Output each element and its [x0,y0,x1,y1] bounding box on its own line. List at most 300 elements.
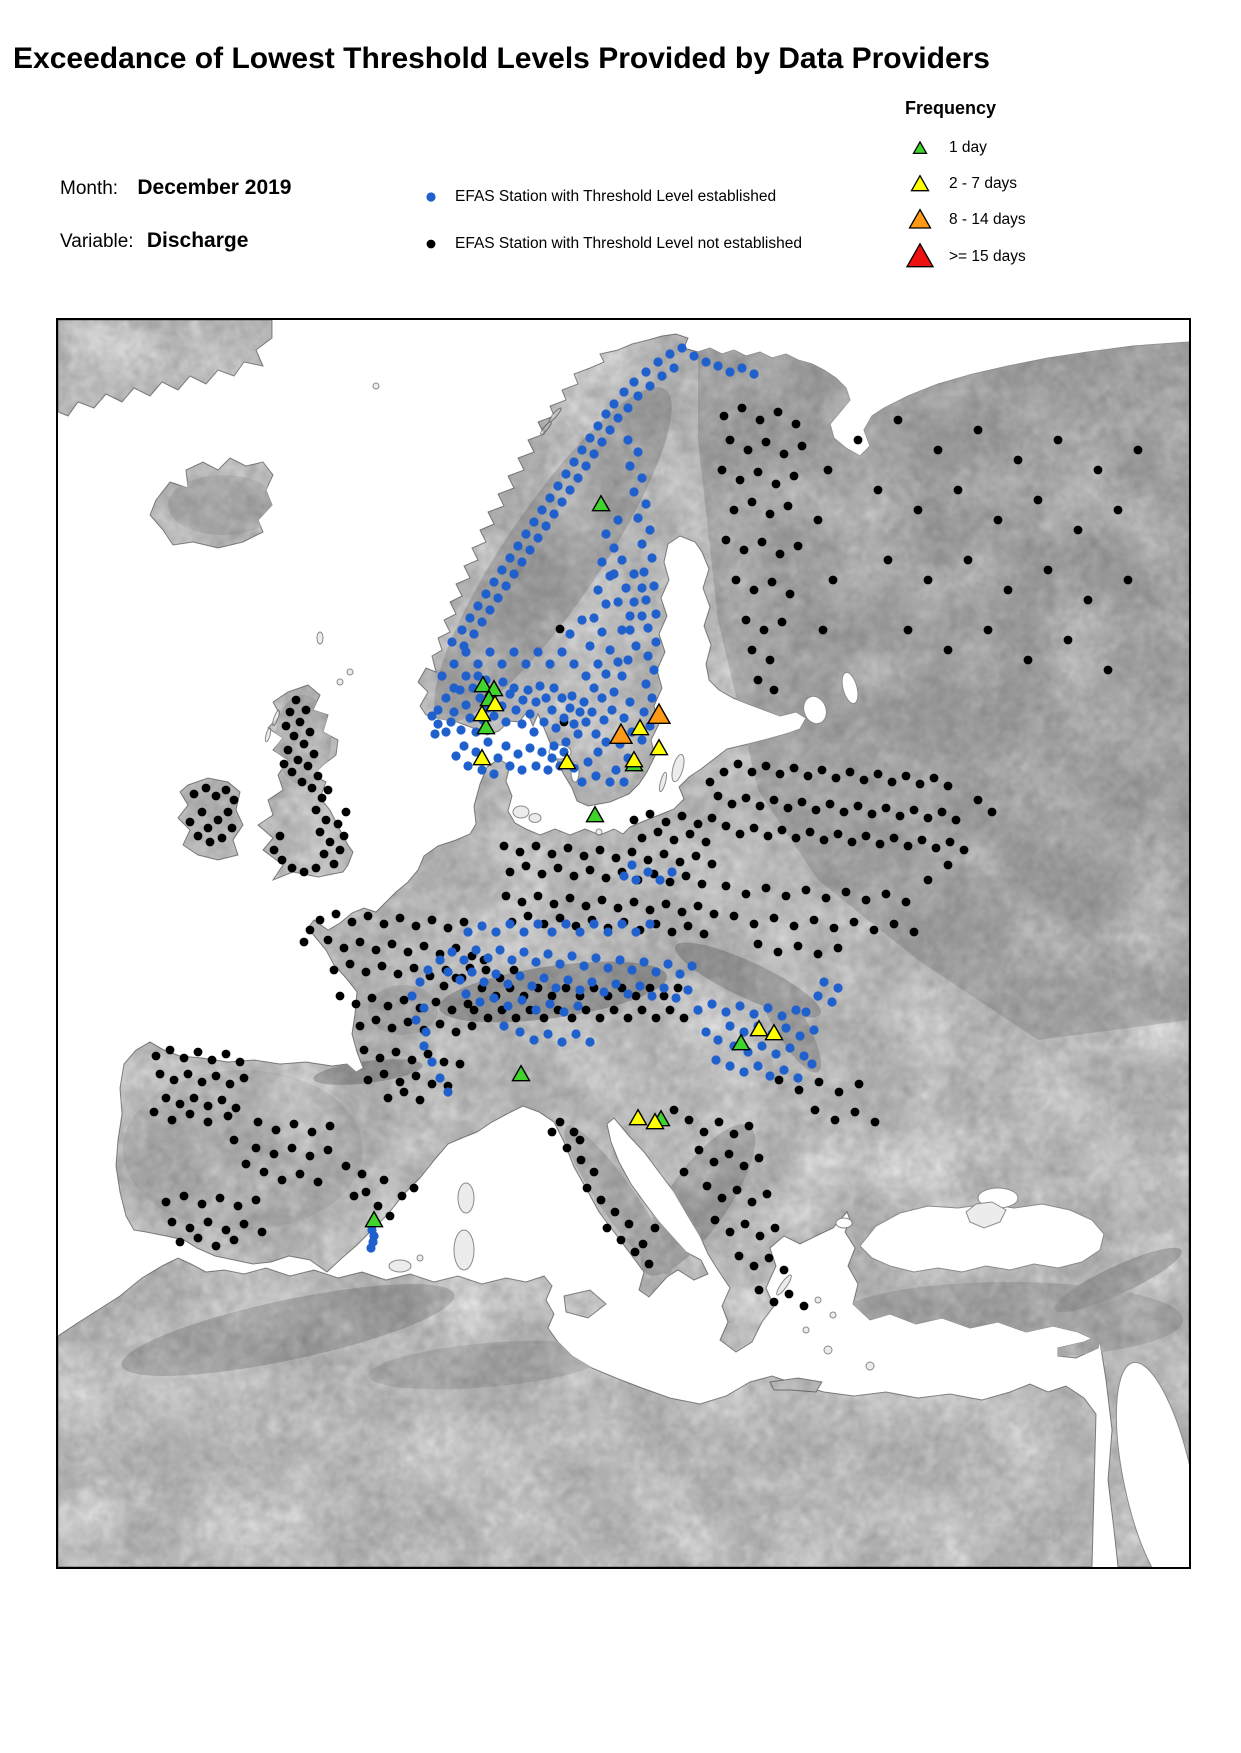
station-legend-row-established [424,188,776,206]
established-station-dot [565,629,574,638]
established-station-dot [721,1007,730,1016]
established-station-dot [477,617,486,626]
established-station-dot [437,671,446,680]
not-established-station-dot [742,890,751,899]
established-station-dot [601,599,610,608]
not-established-station-dot [741,1220,750,1229]
established-station-dot [415,977,424,986]
not-established-station-dot [294,756,303,765]
established-station-dot [725,1061,734,1070]
frequency-legend-row-15days [903,242,1026,272]
not-established-station-dot [278,856,287,865]
established-station-dot [813,991,822,1000]
not-established-station-dot [318,794,327,803]
not-established-station-dot [198,1078,207,1087]
established-station-dot [461,700,470,709]
established-station-dot [621,583,630,592]
established-station-dot [419,1041,428,1050]
not-established-station-dot [686,830,695,839]
established-station-dot [513,749,522,758]
established-station-dot [535,681,544,690]
established-station-dot [489,769,498,778]
not-established-station-dot [680,1168,689,1177]
not-established-station-dot [814,950,823,959]
not-established-station-dot [736,830,745,839]
not-established-station-dot [602,874,611,883]
established-station-dot [503,1001,512,1010]
page-title: Exceedance of Lowest Threshold Levels Provided by Data Providers [13,42,990,75]
not-established-station-dot [795,1086,804,1095]
not-established-station-dot [348,918,357,927]
not-established-station-dot [208,1056,217,1065]
established-station-dot [583,757,592,766]
established-station-dot [643,651,652,660]
established-station-dot [585,641,594,650]
not-established-station-dot [944,782,953,791]
not-established-station-dot [566,894,575,903]
not-established-station-dot [296,718,305,727]
not-established-station-dot [745,1122,754,1131]
established-station-dot [527,981,536,990]
not-established-station-dot [270,846,279,855]
not-established-station-dot [760,626,769,635]
not-established-station-dot [639,1240,648,1249]
not-established-station-dot [654,828,663,837]
established-station-dot [611,979,620,988]
established-station-dot [435,1073,444,1082]
established-station-dot [781,1023,790,1032]
not-established-station-dot [680,1014,689,1023]
not-established-station-dot [766,656,775,665]
not-established-station-dot [674,984,683,993]
established-station-dot [833,983,842,992]
not-established-station-dot [234,1202,243,1211]
not-established-station-dot [168,1218,177,1227]
established-station-dot [547,705,556,714]
established-station-dot [791,1005,800,1014]
established-station-dot [553,481,562,490]
established-station-dot [593,585,602,594]
not-established-station-dot [778,618,787,627]
established-station-dot [575,927,584,936]
established-station-dot [481,589,490,598]
not-established-station-dot [302,706,311,715]
station-legend-label: EFAS Station with Threshold Level established [455,188,777,205]
established-station-dot [421,1027,430,1036]
established-station-dot [525,743,534,752]
not-established-station-dot [330,860,339,869]
established-station-dot [637,473,646,482]
established-station-dot [597,557,606,566]
not-established-station-dot [218,1096,227,1105]
established-station-dot [543,765,552,774]
not-established-station-dot [798,798,807,807]
not-established-station-dot [216,1194,225,1203]
not-established-station-dot [534,892,543,901]
not-established-station-dot [750,824,759,833]
established-station-dot [629,377,638,386]
established-station-dot [611,765,620,774]
not-established-station-dot [722,536,731,545]
not-established-station-dot [254,1118,263,1127]
not-established-station-dot [822,894,831,903]
not-established-station-dot [360,1046,369,1055]
not-established-station-dot [874,486,883,495]
established-station-dot [653,357,662,366]
not-established-station-dot [184,1070,193,1079]
not-established-station-dot [628,848,637,857]
not-established-station-dot [296,1170,305,1179]
not-established-station-dot [924,814,933,823]
not-established-station-dot [556,625,565,634]
not-established-station-dot [1114,506,1123,515]
established-station-dot [593,747,602,756]
not-established-station-dot [815,1078,824,1087]
not-established-station-dot [372,1016,381,1025]
not-established-station-dot [590,1168,599,1177]
established-station-dot [519,947,528,956]
established-station-dot [467,967,476,976]
not-established-station-dot [818,766,827,775]
not-established-station-dot [1104,666,1113,675]
not-established-station-dot [222,786,231,795]
not-established-station-dot [902,772,911,781]
established-station-dot [575,985,584,994]
established-station-dot [531,1005,540,1014]
not-established-station-dot [715,1118,724,1127]
established-station-dot [493,593,502,602]
established-station-dot [639,567,648,576]
established-station-dot [533,647,542,656]
sea-of-marmara [836,1218,852,1228]
not-established-station-dot [212,792,221,801]
not-established-station-dot [755,1286,764,1295]
not-established-station-dot [612,854,621,863]
not-established-station-dot [794,942,803,951]
not-established-station-dot [156,1070,165,1079]
not-established-station-dot [186,1224,195,1233]
not-established-station-dot [765,1254,774,1263]
not-established-station-dot [1044,566,1053,575]
aegean-island [830,1312,836,1318]
not-established-station-dot [720,768,729,777]
established-station-dot [501,581,510,590]
not-established-station-dot [848,838,857,847]
aegean-island [824,1346,832,1354]
not-established-station-dot [376,1054,385,1063]
established-station-dot [509,683,518,692]
not-established-station-dot [775,1076,784,1085]
established-station-dot [597,627,606,636]
not-established-station-dot [232,1104,241,1113]
not-established-station-dot [676,858,685,867]
not-established-station-dot [660,850,669,859]
not-established-station-dot [666,1006,675,1015]
corsica-island [458,1183,474,1213]
not-established-station-dot [740,546,749,555]
not-established-station-dot [708,860,717,869]
not-established-station-dot [660,992,669,1001]
established-station-dot [497,659,506,668]
established-station-dot [573,473,582,482]
not-established-station-dot [894,416,903,425]
established-station-dot [617,671,626,680]
not-established-station-dot [186,818,195,827]
shetland-islands [347,669,353,675]
not-established-station-dot [162,1094,171,1103]
not-established-station-dot [236,1058,245,1067]
established-station-dot [599,987,608,996]
not-established-station-dot [300,938,309,947]
established-station-dot [605,425,614,434]
not-established-station-dot [400,996,409,1005]
not-established-station-dot [282,722,291,731]
not-established-station-dot [198,808,207,817]
not-established-station-dot [756,1232,765,1241]
not-established-station-dot [190,1094,199,1103]
aegean-island [815,1297,821,1303]
established-station-dot [547,927,556,936]
not-established-station-dot [398,1192,407,1201]
established-station-dot [565,703,574,712]
not-established-station-dot [460,918,469,927]
not-established-station-dot [1134,446,1143,455]
not-established-station-dot [645,1260,654,1269]
not-established-station-dot [324,936,333,945]
not-established-station-dot [678,812,687,821]
not-established-station-dot [871,1118,880,1127]
not-established-station-dot [770,686,779,695]
not-established-station-dot [204,1102,213,1111]
not-established-station-dot [835,1088,844,1097]
established-station-dot [593,659,602,668]
established-station-dot [477,765,486,774]
not-established-station-dot [518,898,527,907]
not-established-station-dot [288,1144,297,1153]
established-station-dot [539,973,548,982]
not-established-station-dot [563,1144,572,1153]
not-established-station-dot [288,864,297,873]
established-station-dot [443,1087,452,1096]
not-established-station-dot [763,1190,772,1199]
not-established-station-dot [776,550,785,559]
not-established-station-dot [522,862,531,871]
not-established-station-dot [470,1006,479,1015]
not-established-station-dot [625,1220,634,1229]
not-established-station-dot [646,906,655,915]
not-established-station-dot [810,916,819,925]
established-station-dot [629,487,638,496]
not-established-station-dot [388,940,397,949]
frequency-legend-row-1day [903,133,987,163]
not-established-station-dot [286,708,295,717]
not-established-station-dot [692,852,701,861]
not-established-station-dot [224,1112,233,1121]
established-station-dot [659,983,668,992]
established-station-dot-icon [424,190,438,204]
established-station-dot [609,543,618,552]
not-established-station-dot [748,646,757,655]
not-established-station-dot [356,938,365,947]
not-established-station-dot [780,1266,789,1275]
established-station-dot [629,569,638,578]
not-established-station-dot [830,924,839,933]
established-station-dot [713,361,722,370]
established-station-dot [725,367,734,376]
established-station-dot [491,927,500,936]
not-established-station-dot [352,1000,361,1009]
established-station-dot [625,625,634,634]
not-established-station-dot [512,1014,521,1023]
established-station-dot [739,1067,748,1076]
established-station-dot [491,969,500,978]
not-established-station-dot [776,770,785,779]
established-station-dot [577,445,586,454]
not-established-station-dot [725,1150,734,1159]
established-station-dot [601,669,610,678]
established-station-dot [625,461,634,470]
red-triangle-icon [903,242,937,272]
not-established-station-dot [570,1128,579,1137]
established-station-dot [577,615,586,624]
established-station-dot [613,597,622,606]
established-station-dot [469,629,478,638]
established-station-dot [601,529,610,538]
not-established-station-dot [420,942,429,951]
not-established-station-dot [784,502,793,511]
not-established-station-dot [152,1052,161,1061]
not-established-station-dot [322,816,331,825]
established-station-dot [713,1035,722,1044]
not-established-station-dot [364,1076,373,1085]
not-established-station-dot [358,1170,367,1179]
not-established-station-dot [862,832,871,841]
established-station-dot [517,719,526,728]
not-established-station-dot [662,900,671,909]
not-established-station-dot [632,992,641,1001]
not-established-station-dot [730,1130,739,1139]
not-established-station-dot [222,1226,231,1235]
established-station-dot [435,955,444,964]
variable-row [60,229,248,253]
established-station-dot [525,545,534,554]
not-established-station-dot [700,1128,709,1137]
not-established-station-dot [904,842,913,851]
established-station-dot [619,387,628,396]
not-established-station-dot [204,824,213,833]
established-station-dot [625,697,634,706]
not-established-station-dot [364,912,373,921]
not-established-station-dot [500,842,509,851]
not-established-station-dot [826,800,835,809]
not-established-station-dot [766,510,775,519]
established-station-dot [643,623,652,632]
established-station-dot [725,1021,734,1030]
not-established-station-dot [630,898,639,907]
established-station-dot [505,761,514,770]
established-station-dot [655,875,664,884]
not-established-station-dot [740,1162,749,1171]
not-established-station-dot [611,1208,620,1217]
not-established-station-dot [718,466,727,475]
not-established-station-dot [392,1048,401,1057]
established-station-dot [589,449,598,458]
not-established-station-dot [226,1080,235,1089]
not-established-station-dot [1094,466,1103,475]
established-station-dot [505,919,514,928]
established-station-dot [669,363,678,372]
not-established-station-dot [440,1058,449,1067]
established-station-dot [443,967,452,976]
established-station-dot [567,951,576,960]
established-station-dot [543,1029,552,1038]
not-established-station-dot [631,1248,640,1257]
established-station-dot [557,497,566,506]
established-station-dot [511,705,520,714]
established-station-dot [573,1001,582,1010]
established-station-dot [485,647,494,656]
established-station-dot [749,1009,758,1018]
not-established-station-dot [710,1158,719,1167]
europe-map-canvas [58,320,1189,1567]
not-established-station-dot [432,998,441,1007]
not-established-station-dot [230,1236,239,1245]
month-value: December 2019 [137,176,292,199]
not-established-station-dot [252,1196,261,1205]
established-station-dot [446,717,455,726]
established-station-dot [581,717,590,726]
not-established-station-dot [386,1212,395,1221]
not-established-station-dot [733,1186,742,1195]
not-established-station-dot [730,506,739,515]
established-station-dot [475,997,484,1006]
established-station-dot [461,989,470,998]
established-station-dot [517,557,526,566]
not-established-station-dot [851,1108,860,1117]
established-station-dot [617,555,626,564]
established-station-dot [795,1031,804,1040]
not-established-station-dot [312,864,321,873]
frequency-legend-label: >= 15 days [949,248,1026,265]
not-established-station-dot [703,1182,712,1191]
not-established-station-dot [682,872,691,881]
not-established-station-dot [206,838,215,847]
established-station-dot [579,961,588,970]
not-established-station-dot [960,846,969,855]
not-established-station-dot [502,892,511,901]
not-established-station-dot [212,1242,221,1251]
not-established-station-dot [582,1006,591,1015]
not-established-station-dot [306,926,315,935]
not-established-station-dot [444,924,453,933]
not-established-station-dot [408,1056,417,1065]
not-established-station-dot [988,808,997,817]
established-station-dot [587,977,596,986]
not-established-station-dot [820,836,829,845]
not-established-station-dot [904,626,913,635]
established-station-dot [551,983,560,992]
not-established-station-dot [162,1198,171,1207]
orange-triangle-icon [903,205,937,235]
established-station-dot [617,625,626,634]
established-station-dot [499,1021,508,1030]
established-station-dot [575,707,584,716]
not-established-station-dot [228,824,237,833]
not-established-station-dot [314,1178,323,1187]
not-established-station-dot [790,922,799,931]
station-legend-row-not-established [424,235,802,253]
not-established-station-dot [786,590,795,599]
